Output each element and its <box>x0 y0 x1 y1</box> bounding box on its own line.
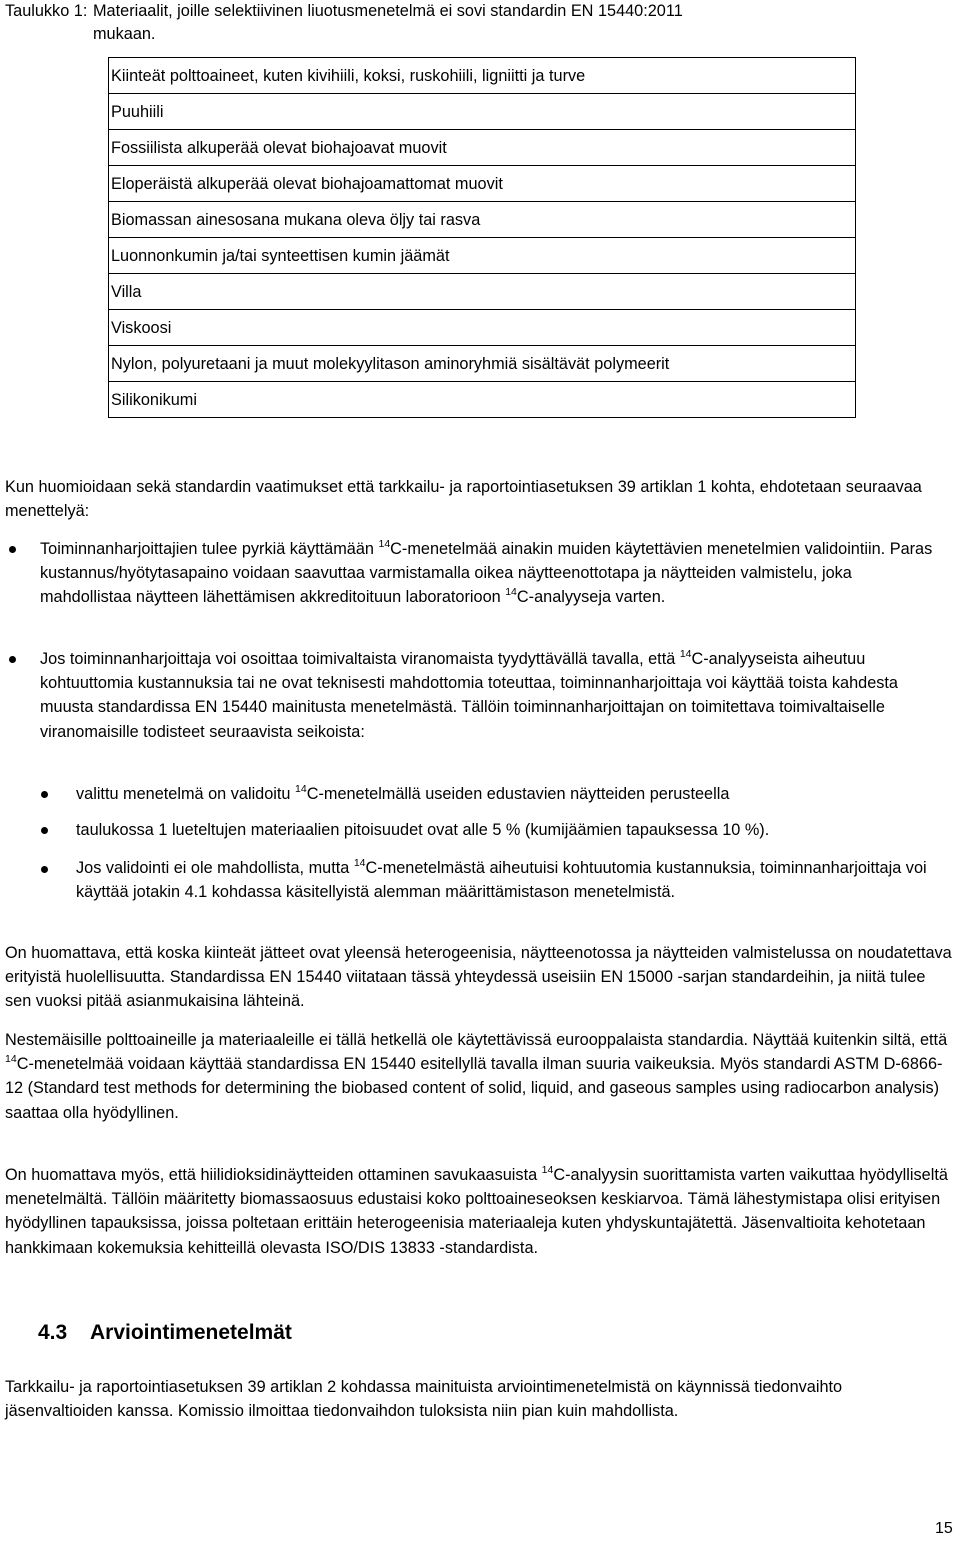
table-cell: Nylon, polyuretaani ja muut molekyylitason aminoryhmiä sisältävät polymeerit <box>109 346 856 382</box>
caption-text-continued: mukaan. <box>93 25 156 43</box>
bullet-dot-icon <box>9 546 16 553</box>
table-row <box>109 238 856 274</box>
table-row <box>109 310 856 346</box>
table-cell: Kiinteät polttoaineet, kuten kivihiili, koksi, ruskohiili, ligniitti ja turve <box>109 58 856 94</box>
table-row <box>109 58 856 94</box>
paragraph-liquid-fuels: Nestemäisille polttoaineille ja materiaaleille ei tällä hetkellä ole käytettävissä eurooppalaista standardia. Näyttää kuitenkin siltä, että $^{14}$C-menetelmää voidaan käyttää standardissa EN 15440 esitellyllä tavalla ilman suuria vaikeuksia. Myös standardi ASTM D-6866-12 (Standard test methods for determining the biobased content of solid, liquid, and gaseous samples using radiocarbon analysis) saattaa olla hyödyllinen. <box>5 1031 948 1122</box>
bullet-dot-icon <box>41 827 48 834</box>
paragraph-solid-waste: On huomattava, että koska kiinteät jätteet ovat yleensä heterogeenisia, näytteenotossa ja näytteiden valmistelussa on noudatettava erityistä huolellisuutta. Standardissa EN 15440 viitataan tässä yhteydessä useisiin EN 15000 -sarjan standardeihin, ja niitä tulee sen vuoksi pitää asianmukaisina lähteinä. <box>5 944 952 1011</box>
bullet-dot-icon <box>9 656 16 663</box>
table-cell: Silikonikumi <box>109 382 856 418</box>
section-title: Arviointimenetelmät <box>90 1321 292 1344</box>
table-cell: Viskoosi <box>109 310 856 346</box>
section-number: 4.3 <box>38 1321 68 1344</box>
table-row <box>109 274 856 310</box>
section-heading <box>38 1318 292 1348</box>
table-row <box>109 346 856 382</box>
table-cell: Luonnonkumin ja/tai synteettisen kumin jäämät <box>109 238 856 274</box>
paragraph-assessment: Tarkkailu- ja raportointiasetuksen 39 artiklan 2 kohdassa mainituista arviointimenetelmistä on käynnissä tiedonvaihto jäsenvaltioiden kanssa. Komissio ilmoittaa tiedonvaihdon tuloksista niin pian kuin mahdollista. <box>5 1378 843 1421</box>
table-cell: Fossiilista alkuperää olevat biohajoavat muovit <box>109 130 856 166</box>
table-cell: Puuhiili <box>109 94 856 130</box>
intro-paragraph: Kun huomioidaan sekä standardin vaatimukset että tarkkailu- ja raportointiasetuksen 39 artiklan 1 kohta, ehdotetaan seuraavaa menettelyä: <box>5 478 922 521</box>
table-row <box>109 166 856 202</box>
paragraph-flue-gas: On huomattava myös, että hiilidioksidinäytteiden ottaminen savukaasuista $^{14}$C-analyysin suorittamista varten vaikuttaa hyödylliseltä menetelmältä. Tällöin määritetty biomassaosuus edustaisi koko polttoaineseoksen keskiarvoa. Tämä lähestymistapa olisi erityisen hyödyllinen tapauksissa, joissa poltetaan erittäin heterogeenisia materiaaleja kuten yhdyskuntajätettä. Jäsenvaltioita kehotetaan hankkimaan kokemuksia kehitteillä olevasta ISO/DIS 13833 -standardista. <box>5 1164 948 1257</box>
table-row <box>109 382 856 418</box>
page-number: 15 <box>935 1520 953 1537</box>
table-cell: Villa <box>109 274 856 310</box>
bullet-dot-icon <box>41 791 48 798</box>
sub-bullet-item-3: Jos validointi ei ole mahdollista, mutta $^{14}$C-menetelmästä aiheutuisi kohtuutomia kustannuksia, toiminnanharjoittaja voi käyttää jotakin 4.1 kohdassa käsitellyistä alemman määrittämistason menetelmistä. <box>76 857 927 902</box>
bullet-item-1: Toiminnanharjoittajien tulee pyrkiä käyttämään $^{14}$C-menetelmää ainakin muiden käytettävien menetelmien validointiin. Paras kustannus/hyötytasapaino voidaan saavuttaa varmistamalla oikea näytteenottotapa ja näytteiden valmistelu, joka mahdollistaa näytteen lähettämisen akkreditoituun laboratorioon $^{14}$C-analyyseja varten. <box>40 538 933 607</box>
sub-bullet-item-2: taulukossa 1 lueteltujen materiaalien pitoisuudet ovat alle 5 % (kumijäämien tapauksessa 10 %). <box>76 821 770 839</box>
table-row <box>109 130 856 166</box>
caption-text: Materiaalit, joille selektiivinen liuotusmenetelmä ei sovi standardin EN 15440:2011 <box>93 2 683 20</box>
table-cell: Eloperäistä alkuperää olevat biohajoamattomat muovit <box>109 166 856 202</box>
caption-label: Taulukko 1: <box>5 2 88 20</box>
table-row <box>109 202 856 238</box>
materials-table <box>108 57 856 418</box>
bullet-dot-icon <box>41 866 48 873</box>
table-row <box>109 94 856 130</box>
bullet-item-2: Jos toiminnanharjoittaja voi osoittaa toimivaltaista viranomaista tyydyttävällä tavalla, että $^{14}$C-analyyseista aiheutuu kohtuuttomia kustannuksia tai ne ovat teknisesti mahdottomia toteuttaa, toiminnanharjoittaja voi käyttää toista kahdesta muusta standardissa EN 15440 mainitusta menetelmästä. Tällöin toiminnanharjoittajan on toimitettava toimivaltaiselle viranomaisille todisteet seuraavista seikoista: <box>40 648 898 741</box>
sub-bullet-item-1: valittu menetelmä on validoitu $^{14}$C-menetelmällä useiden edustavien näytteiden perusteella <box>76 783 730 803</box>
table-cell: Biomassan ainesosana mukana oleva öljy tai rasva <box>109 202 856 238</box>
